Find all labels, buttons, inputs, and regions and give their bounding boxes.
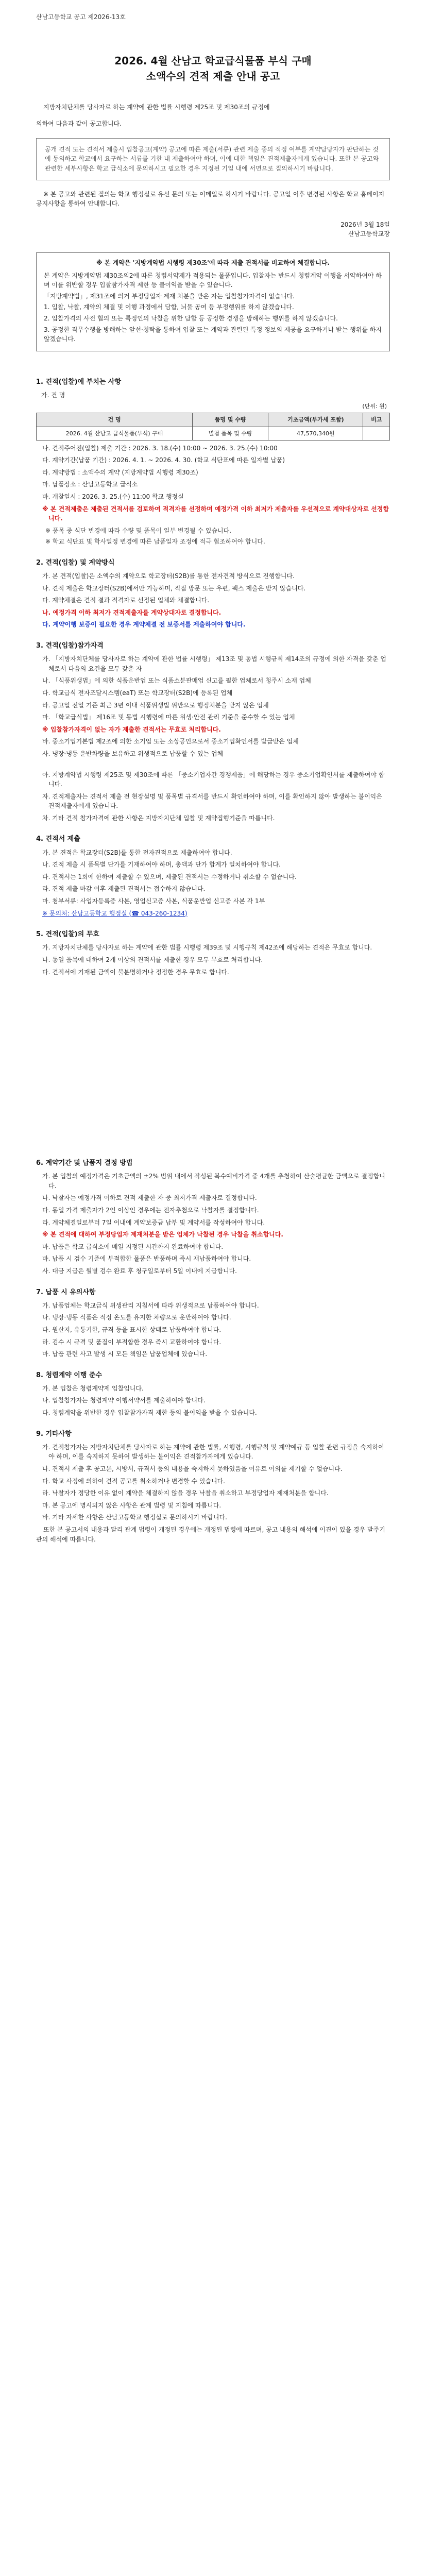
section-blue-note: 다. 계약이행 보증이 필요한 경우 계약체결 전 보증서를 제출하여야 합니다.: [42, 621, 246, 629]
section-8: [36, 1370, 390, 1418]
section-item: 나. 「식품위생법」에 의한 식품운반업 또는 식품소분판매업 신고를 필한 업체로서 청주시 소재 업체: [42, 677, 311, 685]
section-item: 바. 납품 시 검수 기준에 부적합한 물품은 반품하며 즉시 재납품하여야 합니다.: [42, 1255, 251, 1263]
intro-body-text: 공개 견적 또는 견적서 제출시 입찰공고(계약) 공고에 따른 제출(서류) 관련 제출 중의 적정 여부를 계약담당자가 판단하는 것에 동의하고 학교에서 요구하는 서류를 기한 내 제출하여야 하며, 이에 대한 책임은 견적제출자에게 있습니다. 또한 본 공고와 관련한 세부사항은 학교 급식소에 문의하시고 필요한 경우 지정된 기일 내에 서면으로 질의하시기 바랍니다.: [45, 145, 379, 172]
section-item: 라. 낙찰자가 정당한 이유 없이 계약을 체결하지 않을 경우 낙찰을 취소하고 부정당업자 제재처분을 합니다.: [42, 1489, 329, 1497]
section-item: 다. 견적서는 1회에 한하여 제출할 수 있으며, 제출된 견적서는 수정하거나 취소할 수 없습니다.: [42, 873, 297, 880]
section-item: 나. 입찰참가자는 청렴계약 이행서약서를 제출하여야 합니다.: [42, 1397, 206, 1404]
section-item: 가. 납품업체는 학교급식 위생관리 지침서에 따라 위생적으로 납품하여야 합니다.: [42, 1301, 259, 1309]
section-item: 가. 본 입찰은 청렴계약제 입찰입니다.: [42, 1384, 144, 1392]
table-header-row: [37, 413, 390, 427]
section-item: 아. 지방계약법 시행령 제25조 및 제30조에 따른 「중소기업자간 경쟁제품」에 해당하는 경우 중소기업확인서를 제출하여야 합니다.: [42, 771, 385, 788]
section-title: 2. 견적(입찰) 및 계약방식: [36, 558, 115, 567]
section-item: 바. 기타 자세한 사항은 산남고등학교 행정실로 문의하시기 바랍니다.: [42, 1514, 227, 1521]
caution-line: 2. 입찰가격의 사전 협의 또는 특정인의 낙찰을 위한 담합 등 공정한 경쟁을 방해하는 행위를 하지 않겠습니다.: [44, 314, 338, 322]
section-item: 가. 견적참가자는 지방자치단체를 당사자로 하는 계약에 관한 법률, 시행령, 시행규칙 및 계약예규 등 입찰 관련 규정을 숙지하여야 하며, 이를 숙지하지 못하여 발생하는 불이익은 견적참가자에게 있습니다.: [42, 1443, 384, 1461]
table-cell: 2026. 4월 산남고 급식물품(부식) 구매: [37, 427, 193, 440]
caution-box: [36, 252, 390, 351]
section-item: 나. 냉장·냉동 식품은 적정 온도를 유지한 차량으로 운반하여야 합니다.: [42, 1314, 231, 1321]
caution-line: 본 계약은 지방계약법 제30조의2에 따른 청렴서약제가 적용되는 물품입니다. 입찰자는 반드시 청렴계약 이행을 서약하여야 하며 이를 위반할 경우 입찰참가자격 제한 등 불이익을 받을 수 있습니다.: [44, 272, 382, 289]
section-item: 나. 견적주어진(입찰) 제출 기간 : 2026. 3. 18.(수) 10:00 ~ 2026. 3. 25.(수) 10:00: [42, 444, 278, 452]
section-item: 가. 본 견적(입찰)은 소액수의 계약으로 학교장터(S2B)를 통한 전자견적 방식으로 진행합니다.: [42, 572, 295, 580]
section-item: 다. 동일 가격 제출자가 2인 이상인 경우에는 전자추첨으로 낙찰자를 결정합니다.: [42, 1207, 259, 1214]
section-item: 나. 견적 제출 시 품목별 단가를 기재하여야 하며, 총액과 단가 합계가 일치하여야 합니다.: [42, 861, 281, 869]
section-1: [36, 377, 390, 547]
section-note: ※ 학교 식단표 및 학사일정 변경에 따른 납품일자 조정에 적극 협조하여야 합니다.: [45, 538, 265, 546]
intro: [36, 103, 390, 129]
section-7: [36, 1287, 390, 1359]
column-header: 품명 및 수량: [193, 413, 268, 427]
caution-line: 3. 공정한 직무수행을 방해하는 알선·청탁을 통하여 입찰 또는 계약과 관련된 특정 정보의 제공을 요구하거나 받는 행위를 하지 않겠습니다.: [44, 326, 382, 343]
table-cell: [363, 427, 390, 440]
page-gap: [36, 988, 390, 1158]
section-item: 라. 검수 시 규격 및 품질이 부적합한 경우 즉시 교환하여야 합니다.: [42, 1338, 221, 1346]
document-title: [36, 53, 390, 84]
section-title: 4. 견적서 제출: [36, 835, 80, 843]
title-line-2: 소액수의 견적 제출 안내 공고: [146, 70, 280, 82]
intro-line-2: 의하여 다음과 같이 공고합니다.: [36, 120, 122, 128]
section-red-note: 나. 예정가격 이하 최저가 견적제출자를 계약상대자로 결정합니다.: [42, 608, 221, 616]
section-item: 바. 개찰일시 : 2026. 3. 25.(수) 11:00 학교 행정실: [42, 493, 184, 500]
column-header: 건 명: [37, 413, 193, 427]
section-item: 마. 본 공고에 명시되지 않은 사항은 관계 법령 및 지침에 따릅니다.: [42, 1501, 221, 1509]
section-6: [36, 1158, 390, 1276]
intro-notice: ※ 본 공고와 관련된 질의는 학교 행정실로 유선 문의 또는 이메일로 하시기 바랍니다. 공고일 이후 변경된 사항은 학교 홈페이지 공지사항을 통하여 안내합니다.: [36, 190, 385, 208]
table-cell: 47,570,340원: [268, 427, 363, 440]
section-title: 6. 계약기간 및 납품지 결정 방법: [36, 1159, 133, 1167]
section-red-note: ※ 입찰참가자격이 없는 자가 제출한 견적서는 무효로 처리합니다.: [42, 725, 221, 733]
section-item: 차. 기타 견적 참가자격에 관한 사항은 지방자치단체 입찰 및 계약집행기준을 따릅니다.: [42, 814, 275, 822]
section-item: 다. 원산지, 유통기한, 규격 등을 표시한 상태로 납품하여야 합니다.: [42, 1326, 221, 1333]
section-item: 나. 동일 품목에 대하여 2개 이상의 견적서를 제출한 경우 모두 무효로 처리합니다.: [42, 956, 263, 963]
table-row: [37, 427, 390, 440]
section-item: 바. 중소기업기본법 제2조에 의한 소기업 또는 소상공인으로서 중소기업확인서를 발급받은 업체: [42, 738, 299, 745]
intro-line-1: 지방자치단체를 당사자로 하는 계약에 관한 법률 시행령 제25조 및 제30조의 규정에: [43, 103, 270, 111]
section-item: 라. 공고일 전일 기준 최근 3년 이내 식품위생법 위반으로 행정처분을 받지 않은 업체: [42, 701, 269, 709]
notice-number: 산남고등학교 공고 제2026-13호: [36, 13, 126, 21]
section-9: [36, 1429, 390, 1544]
section-item: 가. 지방자치단체를 당사자로 하는 계약에 관한 법률 시행령 제39조 및 시행규칙 제42조에 해당하는 견적은 무효로 합니다.: [42, 944, 372, 952]
section-4: [36, 834, 390, 918]
section-item: 사. 냉장·냉동 운반차량을 보유하고 위생적으로 납품할 수 있는 업체: [42, 750, 224, 757]
section-item: 다. 학교급식 전자조달시스템(eaT) 또는 학교장터(S2B)에 등록된 업체: [42, 689, 233, 697]
section-title: 8. 청렴계약 이행 준수: [36, 1371, 103, 1379]
section-item: 다. 계약체결은 견적 결과 적격자로 선정된 업체와 체결합니다.: [42, 597, 210, 604]
section-item: 다. 학교 사정에 의하여 견적 공고를 취소하거나 변경할 수 있습니다.: [42, 1477, 225, 1485]
table-unit: (단위: 원): [362, 403, 387, 410]
section-2: [36, 558, 390, 630]
section-5: [36, 929, 390, 977]
section-3-continued: [36, 770, 390, 823]
section-item: 사. 대금 지급은 월별 검수 완료 후 청구일로부터 5일 이내에 지급합니다.: [42, 1267, 237, 1275]
section-note: ※ 품목 중 식단 변경에 따라 수량 및 품목이 일부 변경될 수 있습니다.: [45, 527, 232, 534]
table-cell: 별첨 품목 및 수량: [193, 427, 268, 440]
item-table: [36, 413, 390, 440]
section-item: 자. 견적제출자는 견적서 제출 전 현장설명 및 품목별 규격서를 반드시 확인하여야 하며, 이를 확인하지 않아 발생하는 불이익은 견적제출자에게 있습니다.: [42, 792, 382, 810]
caution-heading: ※ 본 계약은 '지방계약법 시행령 제30조'에 따라 제출 견적서를 비교하여 체결합니다.: [96, 259, 330, 266]
closing-paragraph: 또한 본 공고서의 내용과 달리 관계 법령이 개정된 경우에는 개정된 법령에 따르며, 공고 내용의 해석에 이견이 있을 경우 발주기관의 해석에 따릅니다.: [36, 1526, 385, 1543]
section-item: 나. 견적 제출은 학교장터(S2B)에서만 가능하며, 직접 방문 또는 우편, 팩스 제출은 받지 않습니다.: [42, 584, 306, 592]
section-item: 나. 낙찰자는 예정가격 이하로 견적 제출한 자 중 최저가격 제출자로 결정합니다.: [42, 1194, 257, 1202]
section-item: 가. 본 입찰의 예정가격은 기초금액의 ±2% 범위 내에서 작성된 복수예비가격 중 4개를 추첨하여 산술평균한 금액으로 결정합니다.: [42, 1173, 385, 1190]
caution-line: 「지방계약법」, 제31조에 의거 부정당업자 제재 처분을 받은 자는 입찰참가자격이 없습니다.: [44, 292, 295, 300]
section-title: 1. 견적(입찰)에 부치는 사항: [36, 378, 122, 386]
section-title: 7. 납품 시 유의사항: [36, 1288, 96, 1296]
section-item: 마. 납품장소 : 산남고등학교 급식소: [42, 481, 138, 488]
section-item: 가. 「지방자치단체를 당사자로 하는 계약에 관한 법률 시행령」 제13조 및 동법 시행규칙 제14조의 규정에 의한 자격을 갖춘 업체로서 다음의 요건을 모두 갖춘 자: [42, 655, 387, 672]
column-header: 비고: [363, 413, 390, 427]
section-subtitle: 가. 건 명: [41, 391, 65, 399]
section-item: 라. 견적 제출 마감 이후 제출된 견적서는 접수하지 않습니다.: [42, 885, 206, 893]
section-item: 마. 「학교급식법」 제16조 및 동법 시행령에 따른 위생·안전 관리 기준을 준수할 수 있는 업체: [42, 714, 295, 721]
contact-note: ※ 문의처: 산남고등학교 행정실 (☎ 043-260-1234): [42, 909, 188, 917]
section-item: 다. 청렴계약을 위반한 경우 입찰참가자격 제한 등의 불이익을 받을 수 있습니다.: [42, 1409, 257, 1417]
column-header: 기초금액(부가세 포함): [268, 413, 363, 427]
section-item: 다. 계약기간(납품 기간) : 2026. 4. 1. ~ 2026. 4. 30. (학교 식단표에 따른 일자별 납품): [42, 456, 285, 464]
section-item: 라. 계약체결일로부터 7일 이내에 계약보증금 납부 및 계약서를 작성하여야 합니다.: [42, 1218, 265, 1226]
caution-line: 1. 입찰, 낙찰, 계약의 체결 및 이행 과정에서 담합, 뇌물 공여 등 부정행위를 하지 않겠습니다.: [44, 303, 294, 311]
section-item: 가. 본 견적은 학교장터(S2B)를 통한 전자견적으로 제출하여야 합니다.: [42, 849, 232, 856]
section-item: 라. 계약방법 : 소액수의 계약 (지방계약법 시행령 제30조): [42, 468, 198, 476]
section-title: 5. 견적(입찰)의 무효: [36, 930, 99, 939]
section-red-note: ※ 본 견적에 대하여 부정당업자 제재처분을 받은 업체가 낙찰된 경우 낙찰을 취소합니다.: [42, 1231, 283, 1239]
section-title: 3. 견적(입찰)참가자격: [36, 642, 104, 650]
section-item: 마. 납품 관련 사고 발생 시 모든 책임은 납품업체에 있습니다.: [42, 1350, 208, 1358]
notice-organization: 산남고등학교장: [348, 230, 390, 238]
intro-body: [36, 138, 390, 180]
section-item: 다. 견적서에 기재된 금액이 불분명하거나 정정한 경우 무효로 합니다.: [42, 968, 229, 976]
section-3: [36, 641, 390, 758]
section-item: 나. 견적서 제출 후 공고문, 시방서, 규격서 등의 내용을 숙지하지 못하였음을 이유로 이의를 제기할 수 없습니다.: [42, 1465, 343, 1472]
notice-date: 2026년 3월 18일: [340, 221, 390, 228]
section-item: 마. 첨부서류: 사업자등록증 사본, 영업신고증 사본, 식품운반업 신고증 사본 각 1부: [42, 897, 265, 905]
title-line-1: 2026. 4월 산남고 학교급식물품 부식 구매: [114, 54, 312, 67]
section-red-note: ※ 본 견적제출은 제출된 견적서를 검토하여 적격자를 선정하며 예정가격 이하 최저가 제출자를 우선적으로 계약대상자로 선정합니다.: [42, 505, 389, 522]
section-item: 마. 납품은 학교 급식소에 매일 지정된 시간까지 완료하여야 합니다.: [42, 1243, 224, 1250]
section-title: 9. 기타사항: [36, 1430, 72, 1438]
